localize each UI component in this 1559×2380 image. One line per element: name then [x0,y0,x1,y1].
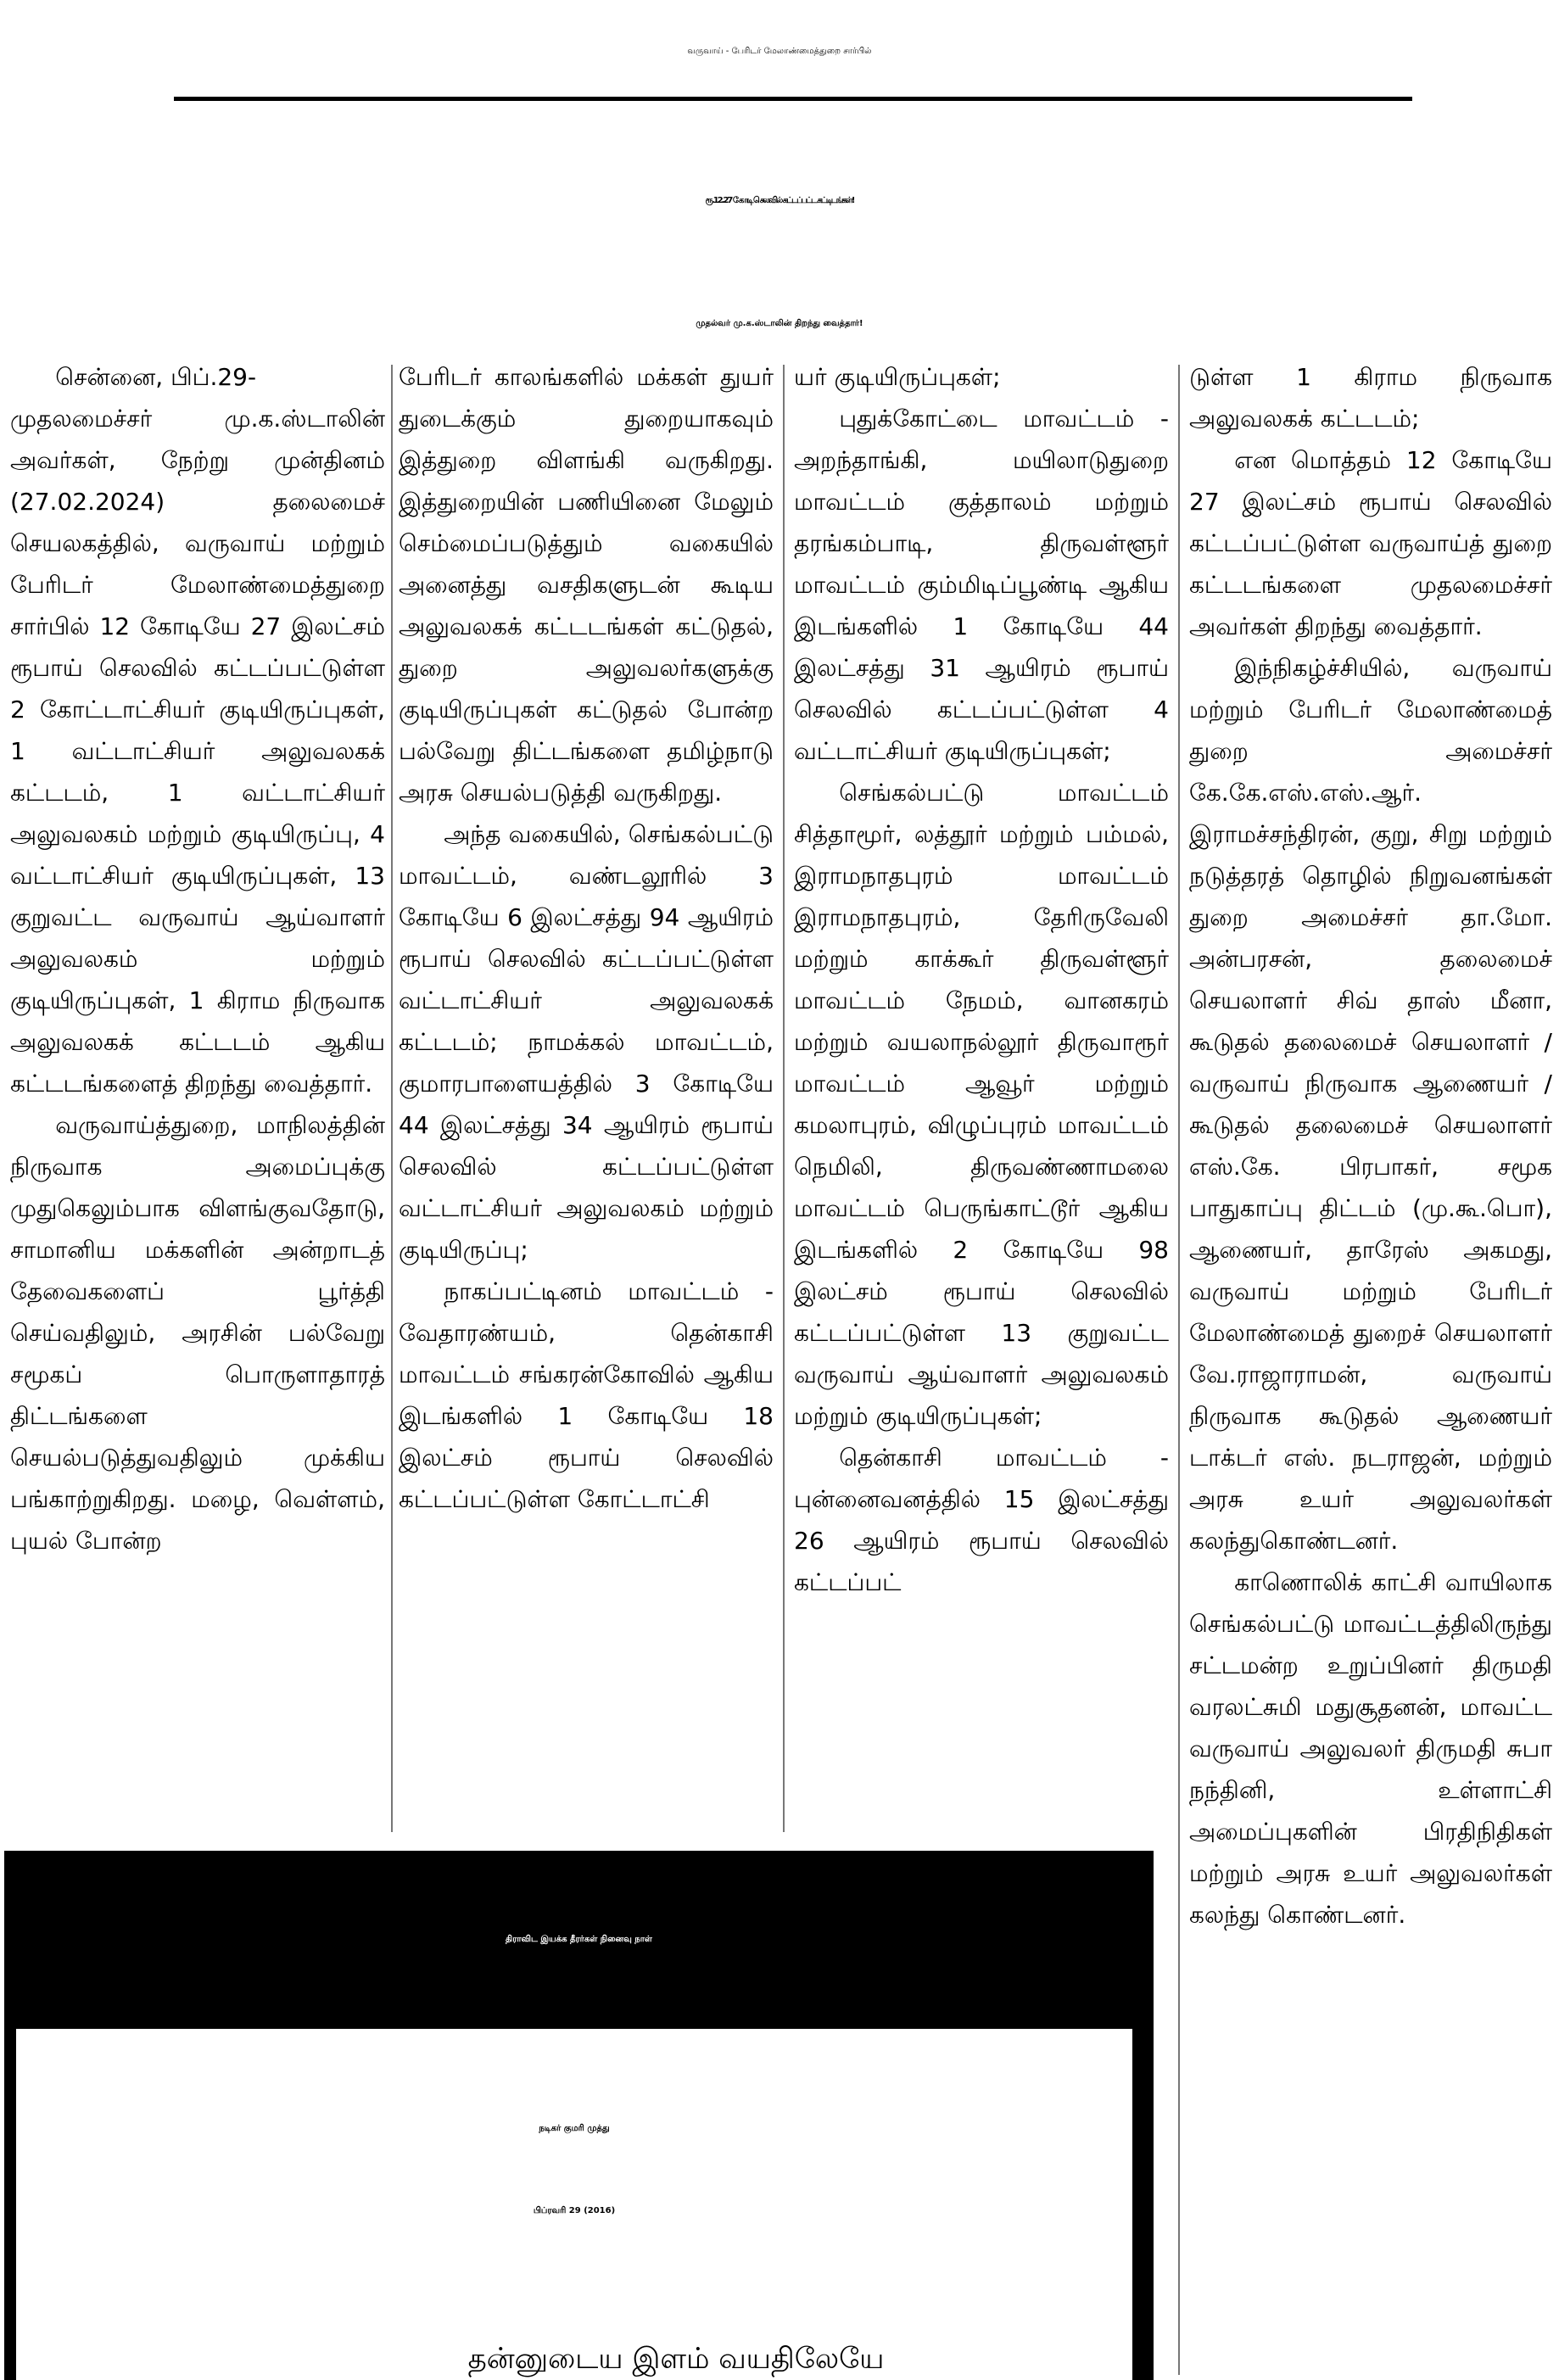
headline: ரூ.12.27 கோடி செலவில் கட்டப்பட்ட கட்டிடங்கள்! [705,196,854,205]
memorial-title: திராவிட இயக்க தீரர்கள் நினைவு நாள் [506,1935,652,1944]
kicker-rule [174,97,1412,101]
memorial-date: பிப்ரவரி 29 (2016) [533,2206,616,2215]
memorial-text-line: தன்னுடைய இளம் வயதிலேயே [467,2342,885,2376]
memorial-name: நடிகர் குமரி முத்து [539,2124,610,2133]
paragraph: யர் குடியிருப்புகள்; [794,363,1001,391]
paragraph: நாகப்பட்டினம் மாவட்டம் - வேதாரண்யம், தென்காசி மாவட்டம் சங்கரன்கோவில் ஆகிய இடங்களில் 1 கோடியே 18 இலட்சம் ரூபாய் செலவில் கட்டப்பட்டுள்ள கோட்டாட்சி [399,1277,774,1513]
paragraph: வருவாய்த்துறை, மாநிலத்தின் நிருவாக அமைப்புக்கு முதுகெலும்பாக விளங்குவதோடு, சாமானிய மக்களின் அன்றாடத் தேவைகளைப் பூர்த்தி செய்வதிலும், அரசின் பல்வேறு சமூகப் பொருளாதாரத் திட்டங்களை செயல்படுத்துவதிலும் முக்கிய பங்காற்றுகிறது. மழை, வெள்ளம், புயல் போன்ற [10,1111,385,1555]
column-divider [783,365,785,1832]
dateline: சென்னை, பிப்.29- [55,363,257,391]
paragraph: புதுக்கோட்டை மாவட்டம் - அறந்தாங்கி, மயிலாடுதுறை மாவட்டம் குத்தாலம் மற்றும் தரங்கம்பாடி, திருவள்ளூர் மாவட்டம் கும்மிடிப்பூண்டி ஆகிய இடங்களில் 1 கோடியே 44 இலட்சத்து 31 ஆயிரம் ரூபாய் செலவில் கட்டப்பட்டுள்ள 4 வட்டாட்சியர் குடியிருப்புகள்; [794,405,1169,765]
paragraph: என மொத்தம் 12 கோடியே 27 இலட்சம் ரூபாய் செலவில் கட்டப்பட்டுள்ள வருவாய்த் துறை கட்டடங்களை முதலமைச்சர் அவர்கள் திறந்து வைத்தார். [1189,446,1552,640]
article-column-4 [1189,356,1552,2380]
paragraph: அந்த வகையில், செங்கல்பட்டு மாவட்டம், வண்டலூரில் 3 கோடியே 6 இலட்சத்து 94 ஆயிரம் ரூபாய் செலவில் கட்டப்பட்டுள்ள வட்டாட்சியர் அலுவலகக் கட்டடம்; நாமக்கல் மாவட்டம், குமாரபாளையத்தில் 3 கோடியே 44 இலட்சத்து 34 ஆயிரம் ரூபாய் செலவில் கட்டப்பட்டுள்ள வட்டாட்சியர் அலுவலகம் மற்றும் குடியிருப்பு; [399,820,774,1264]
paragraph: காணொலிக் காட்சி வாயிலாக செங்கல்பட்டு மாவட்டத்திலிருந்து சட்டமன்ற உறுப்பினர் திருமதி வரலட்சுமி மதுசூதனன், மாவட்ட வருவாய் அலுவலர் திருமதி சுபா நந்தினி, உள்ளாட்சி அமைப்புகளின் பிரதிநிதிகள் மற்றும் அரசு உயர் அலுவலர்கள் கலந்து கொண்டனர். [1189,1568,1552,1929]
column-divider [391,365,393,1832]
subheadline: முதல்வர் மு.க.ஸ்டாலின் திறந்து வைத்தார்! [696,319,863,328]
paragraph: பேரிடர் காலங்களில் மக்கள் துயர் துடைக்கும் துறையாகவும் இத்துறை விளங்கி வருகிறது. இத்துறையின் பணியினை மேலும் செம்மைப்படுத்தும் வகையில் அனைத்து வசதிகளுடன் கூடிய அலுவலகக் கட்டடங்கள் கட்டுதல், துறை அலுவலர்களுக்கு குடியிருப்புகள் கட்டுதல் போன்ற பல்வேறு திட்டங்களை தமிழ்நாடு அரசு செயல்படுத்தி வருகிறது. [399,363,774,807]
article-column-3 [794,356,1169,1832]
paragraph: செங்கல்பட்டு மாவட்டம் சித்தாமூர், லத்தூர் மற்றும் பம்மல், இராமநாதபுரம் மாவட்டம் இராமநாதபுரம், தேரிருவேலி மற்றும் காக்கூர் திருவள்ளூர் மாவட்டம் நேமம், வானகரம் மற்றும் வயலாநல்லூர் திருவாரூர் மாவட்டம் ஆவூர் மற்றும் கமலாபுரம், விழுப்புரம் மாவட்டம் நெமிலி, திருவண்ணாமலை மாவட்டம் பெருங்காட்டூர் ஆகிய இடங்களில் 2 கோடியே 98 இலட்சம் ரூபாய் செலவில் கட்டப்பட்டுள்ள 13 குறுவட்ட வருவாய் ஆய்வாளர் அலுவலகம் மற்றும் குடியிருப்புகள்; [794,779,1169,1430]
paragraph: முதலமைச்சர் மு.க.ஸ்டாலின் அவர்கள், நேற்று முன்தினம் (27.02.2024) தலைமைச் செயலகத்தில், வருவாய் மற்றும் பேரிடர் மேலாண்மைத்துறை சார்பில் 12 கோடியே 27 இலட்சம் ரூபாய் செலவில் கட்டப்பட்டுள்ள 2 கோட்டாட்சியர் குடியிருப்புகள், 1 வட்டாட்சியர் அலுவலகக் கட்டடம், 1 வட்டாட்சியர் அலுவலகம் மற்றும் குடியிருப்பு, 4 வட்டாட்சியர் குடியிருப்புகள், 13 குறுவட்ட வருவாய் ஆய்வாளர் அலுவலகம் மற்றும் குடியிருப்புகள், 1 கிராம நிருவாக அலுவலகக் கட்டடம் ஆகிய கட்டடங்களைத் திறந்து வைத்தார். [10,405,385,1098]
column-divider [1178,365,1180,2375]
kicker-line: வருவாய் - பேரிடர் மேலாண்மைத்துறை சார்பில் [687,47,872,56]
paragraph: டுள்ள 1 கிராம நிருவாக அலுவலகக் கட்டடம்; [1189,363,1552,433]
memorial-box [4,1851,1154,2380]
memorial-panel [16,2029,1132,2380]
paragraph: இந்நிகழ்ச்சியில், வருவாய் மற்றும் பேரிடர் மேலாண்மைத் துறை அமைச்சர் கே.கே.எஸ்.எஸ்.ஆர். இராமச்சந்திரன், குறு, சிறு மற்றும் நடுத்தரத் தொழில் நிறுவனங்கள் துறை அமைச்சர் தா.மோ. அன்பரசன், தலைமைச் செயலாளர் சிவ் தாஸ் மீனா, கூடுதல் தலைமைச் செயலாளர் / வருவாய் நிருவாக ஆணையர் / கூடுதல் தலைமைச் செயலாளர் எஸ்.கே. பிரபாகர், சமூக பாதுகாப்பு திட்டம் (மு.கூ.பொ), ஆணையர், தாரேஸ் அகமது, வருவாய் மற்றும் பேரிடர் மேலாண்மைத் துறைச் செயலாளர் வே.ராஜாராமன், வருவாய் நிருவாக கூடுதல் ஆணையர் டாக்டர் எஸ். நடராஜன், மற்றும் அரசு உயர் அலுவலர்கள் கலந்துகொண்டனர். [1189,654,1552,1555]
article-column-1 [10,356,385,1832]
article-column-2 [399,356,774,1832]
paragraph: தென்காசி மாவட்டம் - புன்னைவனத்தில் 15 இலட்சத்து 26 ஆயிரம் ரூபாய் செலவில் கட்டப்பட் [794,1444,1169,1596]
